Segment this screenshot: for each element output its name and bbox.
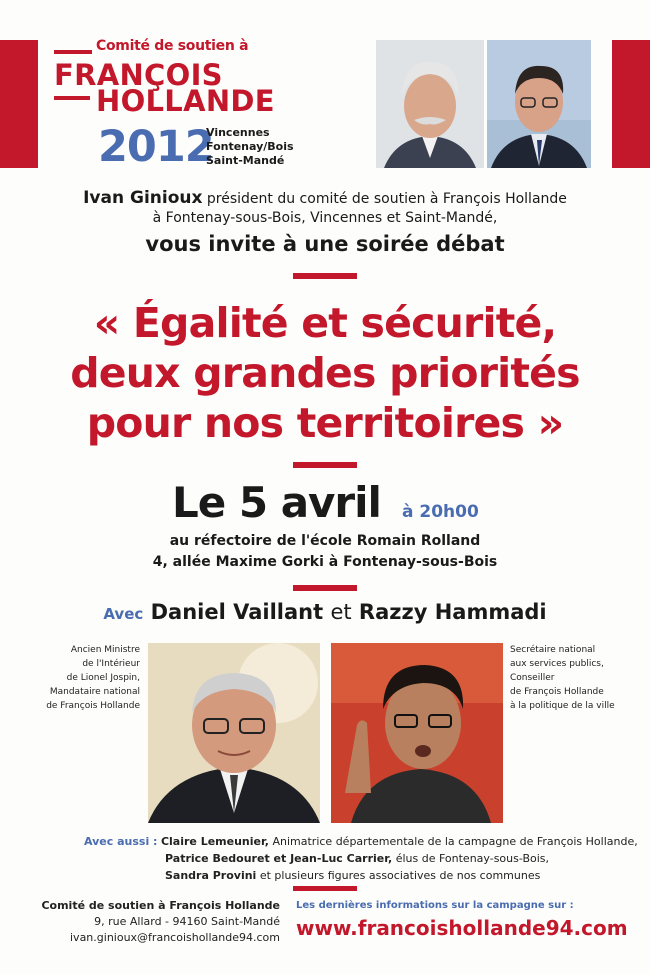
also-line1 — [84, 833, 638, 850]
venue-line1: au réfectoire de l'école Romain Rolland — [169, 533, 481, 549]
event-date: Le 5 avril — [172, 478, 381, 527]
guest-name-2: Razzy Hammadi — [358, 600, 547, 624]
caption-line: de François Hollande — [46, 701, 140, 711]
event-time: à 20h00 — [402, 502, 479, 522]
logo-dash — [54, 50, 92, 54]
divider — [293, 462, 357, 468]
logo-name-line2: HOLLANDE — [96, 84, 275, 118]
guest-name-1: Daniel Vaillant — [150, 600, 324, 624]
caption-line: à la politique de la ville — [510, 701, 615, 711]
caption-line: de l'Intérieur — [82, 659, 140, 669]
intro-line1-rest: président du comité de soutien à François Hollande — [202, 191, 567, 207]
also-line3 — [165, 867, 540, 884]
logo-name-line1: FRANÇOIS — [54, 58, 223, 92]
footer-address: 9, rue Allard - 94160 Saint-Mandé — [94, 915, 280, 928]
campaign-url-link[interactable]: www.francoishollande94.com — [296, 916, 628, 940]
venue-line2: 4, allée Maxime Gorki à Fontenay-sous-Bois — [152, 554, 498, 570]
headline-line2: deux grandes priorités — [70, 349, 580, 397]
guests-et: et — [330, 600, 352, 624]
intro-line1 — [0, 188, 650, 209]
also-desc-2: élus de Fontenay-sous-Bois, — [392, 852, 550, 865]
divider — [293, 886, 357, 891]
caption-line: aux services publics, — [510, 659, 604, 669]
caption-line: de François Hollande — [510, 687, 604, 697]
also-desc-3: et plusieurs figures associatives de nos communes — [256, 869, 541, 882]
caption-daniel-vaillant — [40, 643, 140, 713]
caption-line: Conseiller — [510, 673, 555, 683]
portrait-daniel-vaillant — [148, 643, 320, 823]
logo-year: 2012 — [98, 122, 214, 172]
also-label: Avec aussi : — [84, 835, 158, 848]
logo-dash — [54, 96, 90, 100]
caption-line: Mandataire national — [49, 687, 140, 697]
also-desc-1: Animatrice départementale de la campagne de François Hollande, — [268, 835, 638, 848]
left-accent-bar — [0, 40, 38, 168]
portrait-razzy-hammadi — [331, 643, 503, 823]
caption-line: de Lionel Jospin, — [66, 673, 140, 683]
logo-towns — [206, 126, 294, 168]
footer-info: Les dernières informations sur la campagne sur : — [296, 900, 574, 911]
headline-line1: « Égalité et sécurité, — [93, 299, 557, 347]
divider — [293, 273, 357, 279]
portrait-ivan-ginioux — [376, 40, 484, 168]
also-name-2: Patrice Bedouret et Jean-Luc Carrier, — [165, 852, 393, 865]
footer-email[interactable]: ivan.ginioux@francoishollande94.com — [70, 931, 280, 944]
also-name-3: Sandra Provini — [165, 869, 257, 882]
portrait-francois-hollande — [487, 40, 591, 168]
logo-town: Fontenay/Bois — [206, 140, 294, 153]
also-name-1: Claire Lemeunier, — [160, 835, 269, 848]
headline-line3: pour nos territoires » — [86, 399, 564, 447]
logo-town: Vincennes — [206, 126, 270, 139]
logo-top-text: Comité de soutien à — [96, 38, 249, 54]
invite-line: vous invite à une soirée débat — [145, 232, 505, 256]
also-line2 — [165, 850, 549, 867]
footer-address-block — [30, 898, 280, 946]
guests-avec: Avec — [103, 605, 144, 623]
caption-razzy-hammadi — [510, 643, 630, 713]
right-accent-bar — [612, 40, 650, 168]
caption-line: Secrétaire national — [510, 645, 596, 655]
intro-line2: à Fontenay-sous-Bois, Vincennes et Saint-Mandé, — [152, 210, 498, 226]
guests-line — [0, 600, 650, 624]
footer-org: Comité de soutien à François Hollande — [41, 899, 280, 912]
logo-town: Saint-Mandé — [206, 154, 285, 167]
divider — [293, 585, 357, 591]
host-name: Ivan Ginioux — [83, 188, 203, 208]
caption-line: Ancien Ministre — [70, 645, 140, 655]
